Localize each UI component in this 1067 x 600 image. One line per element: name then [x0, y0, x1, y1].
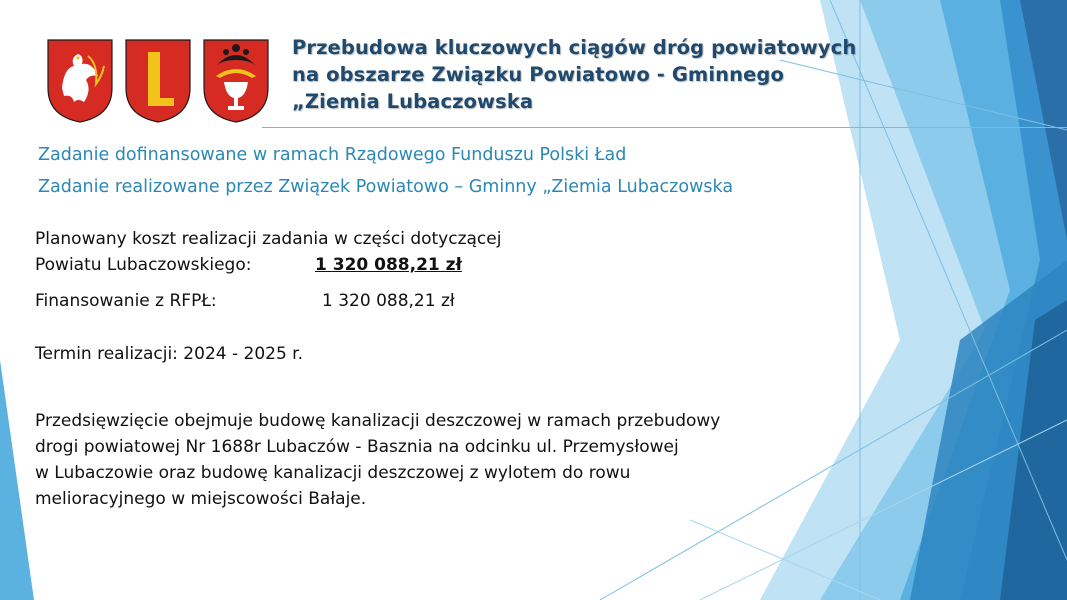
description-line: drogi powiatowej Nr 1688r Lubaczów - Basznia na odcinku ul. Przemysłowej — [35, 437, 679, 457]
cost-amount: 1 320 088,21 zł — [315, 255, 462, 275]
funding-line — [35, 289, 635, 313]
header-divider — [262, 127, 1067, 128]
deadline: Termin realizacji: 2024 - 2025 r. — [35, 344, 304, 364]
title-line: na obszarze Związku Powiatowo - Gminnego — [292, 63, 784, 86]
funding-label: Finansowanie z RFPŁ: — [35, 291, 217, 311]
page-title — [292, 34, 856, 115]
cost-label: Powiatu Lubaczowskiego: — [35, 255, 252, 275]
chalice-crest-icon — [204, 40, 268, 122]
eagle-crest-icon — [48, 40, 112, 122]
description-line: w Lubaczowie oraz budowę kanalizacji deszczowej z wylotem do rowu — [35, 463, 631, 483]
title-line: „Ziemia Lubaczowska — [292, 90, 534, 113]
subtitle-executor: Zadanie realizowane przez Związek Powiatowo – Gminny „Ziemia Lubaczowska — [38, 177, 734, 197]
subtitle-funding: Zadanie dofinansowane w ramach Rządowego Funduszu Polski Ład — [38, 145, 627, 165]
cost-line-2 — [35, 253, 635, 277]
crests-group — [44, 36, 274, 126]
funding-amount: 1 320 088,21 zł — [322, 291, 455, 311]
description-line: melioracyjnego w miejscowości Bałaje. — [35, 489, 367, 509]
cost-line-1: Planowany koszt realizacji zadania w części dotyczącej — [35, 229, 502, 249]
title-line: Przebudowa kluczowych ciągów dróg powiatowych — [292, 36, 857, 59]
letter-l-crest-icon — [126, 40, 190, 122]
description-line: Przedsięwzięcie obejmuje budowę kanalizacji deszczowej w ramach przebudowy — [35, 411, 721, 431]
